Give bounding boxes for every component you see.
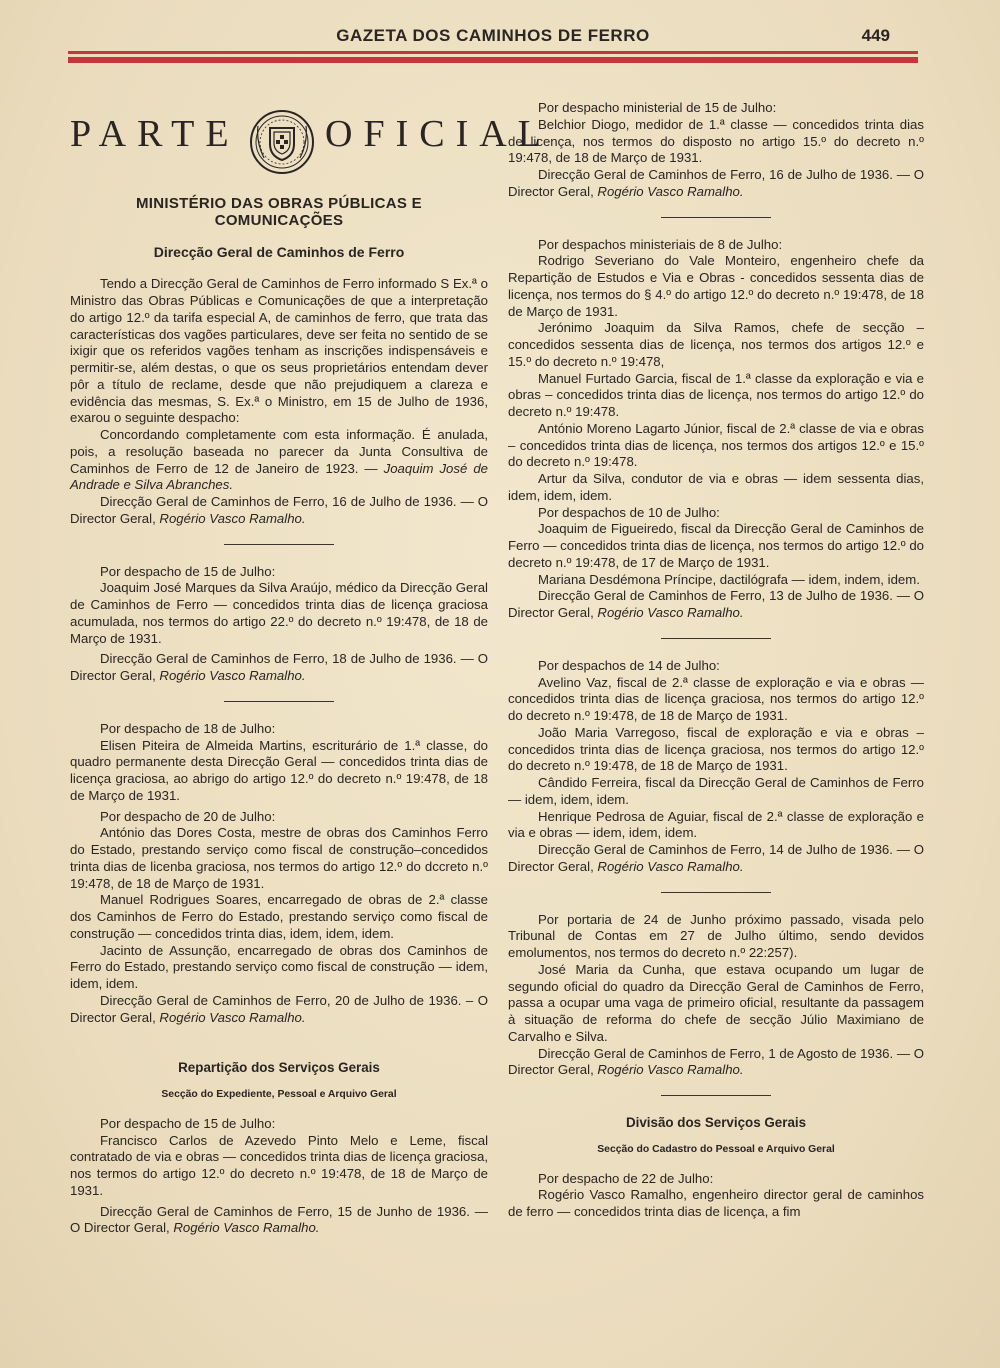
despacho-paragraph: Mariana Desdémona Príncipe, dactilógrafa — idem, indem, idem. xyxy=(538,571,920,587)
separator-rule xyxy=(661,1095,771,1096)
separator-rule xyxy=(661,217,771,218)
despacho-heading: Por despacho de 15 de Julho: xyxy=(100,1115,276,1131)
signature: Rogério Vasco Ramalho. xyxy=(159,1009,306,1025)
page-number: 449 xyxy=(861,26,890,45)
despacho-paragraph: Avelino Vaz, fiscal de 2.ª classe de exploração e via e obras — concedidos trinta dias de licença graciosa, nos termos do artigo 12.º do decreto n.º 19:478, de 18 de Março de 1931. xyxy=(508,674,924,723)
signature: Rogério Vasco Ramalho. xyxy=(597,183,744,199)
separator-rule xyxy=(661,638,771,639)
signature: Rogério Vasco Ramalho. xyxy=(597,605,744,620)
despacho-heading: Por despacho de 22 de Julho: xyxy=(538,1170,714,1186)
date-line: Direcção Geral de Caminhos de Ferro, 16 de Julho de 1936. — O Director Geral, Rogério Vasco Ramalho. xyxy=(508,167,924,199)
despacho-heading: Por despacho de 18 de Julho: xyxy=(100,720,276,736)
signature: Rogério Vasco Ramalho. xyxy=(597,1062,744,1078)
oficial-word: OFICIAL xyxy=(325,113,552,155)
direccao-heading: Direcção Geral de Caminhos de Ferro xyxy=(153,243,405,260)
journal-title: GAZETA DOS CAMINHOS DE FERRO xyxy=(336,26,650,45)
right-column xyxy=(508,100,924,1221)
running-head xyxy=(68,24,918,48)
header-rule-thick xyxy=(68,57,918,63)
divisao-heading: Divisão dos Serviços Gerais xyxy=(625,1115,807,1130)
signature: Rogério Vasco Ramalho. xyxy=(173,1220,320,1236)
date-line: Direcção Geral de Caminhos de Ferro, 13 de Julho de 1936. — O Director Geral, Rogério Vasco Ramalho. xyxy=(508,588,924,620)
intro-paragraph: Tendo a Direcção Geral de Caminhos de Ferro informado S Ex.ª o Ministro das Obras Públicas e Comunicações de que a interpretação do artigo 12.º da tarifa especial A, de caminhos de ferro, que trata das características dos vagões particulares, deve ser feita no sentido de se ixigir que os referidos vagões tenham as inscrições indispensáveis e permitir-se, além destas, o que os seus proprietários entendam dever pôr a título de reclame, desde que não prejudiquem a clareza e evidência das mesmas, S. Ex.ª o Ministro, em 15 de Julho de 1936, exarou o seguinte despacho: xyxy=(70,276,488,426)
date-line: Direcção Geral de Caminhos de Ferro, 20 de Julho de 1936. – O Director Geral, Rogério Vasco Ramalho. xyxy=(70,992,488,1025)
despacho-paragraph: Belchior Diogo, medidor de 1.ª classe — concedidos trinta dias de licença, nos termos do disposto no artigo 15.º do decreto n.º 19:478, de 18 de Março de 1931. xyxy=(508,116,924,166)
despacho-paragraph: Joaquim de Figueiredo, fiscal da Direcção Geral de Caminhos de Ferro — concedidos trinta dias de licença, nos termos do artigo 12.º do decreto n.º 19:478, de 17 de Março de 1931. xyxy=(508,521,924,570)
despacho-paragraph: João Maria Varregoso, fiscal de exploração e via e obras – concedidos trinta dias de licença graciosa, nos termos do artigo 12.º do decreto n.º 19:478, de 18 de Março de 1931. xyxy=(508,724,924,774)
date-line: Direcção Geral de Caminhos de Ferro, 15 de Junho de 1936. — O Director Geral, Rogério Vasco Ramalho. xyxy=(70,1203,488,1236)
despacho-paragraph: Rodrigo Severiano do Vale Monteiro, engenheiro chefe da Repartição de Estudos e Via e Obras - concedidos sessenta dias de licença, nos termos do § 4.º do artigo 12.º do decreto n.º 19:478, de 18 de Março de 1931. xyxy=(508,253,924,319)
signature: Joaquim José de Andrade e Silva Abranches. xyxy=(70,460,488,493)
signature: Rogério Vasco Ramalho. xyxy=(159,510,306,526)
seccao-subheading: Secção do Cadastro do Pessoal e Arquivo Geral xyxy=(597,1143,835,1155)
despacho-paragraph: Jerónimo Joaquim da Silva Ramos, chefe de secção – concedidos sessenta dias de licença, nos termos dos artigos 12.º e 15.º do decreto n.º 19:478, xyxy=(508,320,924,369)
ministry-heading: MINISTÉRIO DAS OBRAS PÚBLICAS E COMUNICAÇÕES xyxy=(136,195,422,229)
despacho-paragraph: Henrique Pedrosa de Aguiar, fiscal de 2.ª classe de exploração e via e obras — idem, idem, idem. xyxy=(508,808,924,841)
portuguese-coat-of-arms-icon xyxy=(248,108,316,176)
signature: Rogério Vasco Ramalho. xyxy=(159,668,306,683)
date-line: Direcção Geral de Caminhos de Ferro, 14 de Julho de 1936. — O Director Geral, Rogério Vasco Ramalho. xyxy=(508,842,924,874)
portaria-paragraph: Por portaria de 24 de Junho próximo passado, visada pelo Tribunal de Contas em 27 de Julho último, sendo devidos emolumentos, nos termos do decreto n.º 22:257). xyxy=(508,911,924,960)
despacho-paragraph: Manuel Furtado Garcia, fiscal de 1.ª classe da exploração e via e obras – concedidos trinta dias de licença, nos termos do artigo 12.º do decreto n.º 19:478. xyxy=(508,370,924,419)
despacho-heading: Por despacho ministerial de 15 de Julho: xyxy=(538,100,777,115)
separator-rule xyxy=(224,701,334,702)
left-column xyxy=(70,100,552,1237)
despacho-heading: Por despachos de 10 de Julho: xyxy=(538,504,720,520)
despacho-heading: Por despachos ministeriais de 8 de Julho: xyxy=(538,236,783,252)
seccao-subheading: Secção do Expediente, Pessoal e Arquivo Geral xyxy=(161,1089,397,1100)
header-rule-thin xyxy=(68,51,918,54)
separator-rule xyxy=(224,544,334,545)
parte-oficial-heading xyxy=(70,100,552,196)
signature: Rogério Vasco Ramalho. xyxy=(597,858,744,874)
reparticao-heading: Repartição dos Serviços Gerais xyxy=(178,1060,380,1076)
separator-rule xyxy=(661,892,771,893)
despacho-heading: Por despachos de 14 de Julho: xyxy=(538,657,720,673)
despacho-paragraph: Manuel Rodrigues Soares, encarregado de obras de 2.ª classe dos Caminhos de Ferro do Estado, prestando serviço como fiscal de construção — concedidos trinta dias, idem, idem, idem. xyxy=(70,892,488,941)
despacho-paragraph: Artur da Silva, condutor de via e obras — idem sessenta dias, idem, idem, idem. xyxy=(508,471,924,503)
despacho-paragraph: Francisco Carlos de Azevedo Pinto Melo e Leme, fiscal contratado de via e obras — concedidos trinta dias de licença graciosa, nos termos do artigo 12.º do decreto n.º 19:478, de 18 de Março de 1931. xyxy=(70,1132,488,1198)
despacho-paragraph: José Maria da Cunha, que estava ocupando um lugar de segundo oficial do quadro da Direcção Geral de Caminhos de Ferro, passa a ocupar uma vaga de primeiro oficial, resultante da passagem à situação de reforma do chefe de secção Júlio Maximiano de Carvalho e Silva. xyxy=(508,961,924,1044)
despacho-paragraph: Elisen Piteira de Almeida Martins, escriturário de 1.ª classe, do quadro permanente desta Direcção Geral — concedidos trinta dias de licença graciosa, ao abrigo do artigo 12.º do decreto n.º 19:478, de 18 de Março de 1931. xyxy=(70,737,488,803)
despacho-paragraph: Jacinto de Assunção, encarregado de obras dos Caminhos de Ferro do Estado, prestando serviço como fiscal de construção — idem, idem, idem. xyxy=(70,942,488,991)
despacho-paragraph: Cândido Ferreira, fiscal da Direcção Geral de Caminhos de Ferro — idem, idem, idem. xyxy=(508,775,924,807)
despacho-paragraph: Joaquim José Marques da Silva Araújo, médico da Direcção Geral de Caminhos de Ferro — concedidos trinta dias de licença graciosa acumulada, nos termos do artigo 22.º do decreto n.º 19:478, de 18 de Março de 1931. xyxy=(70,580,488,646)
despacho-paragraph: António Moreno Lagarto Júnior, fiscal de 2.ª classe de via e obras – concedidos trinta dias de licença, nos termos dos artigos 12.º e 15.º do decreto n.º 19:478. xyxy=(508,420,924,470)
despacho-heading: Por despacho de 20 de Julho: xyxy=(100,808,276,824)
date-line: Direcção Geral de Caminhos de Ferro, 1 de Agosto de 1936. — O Director Geral, Rogério Vasco Ramalho. xyxy=(508,1045,924,1078)
date-line: Direcção Geral de Caminhos de Ferro, 18 de Julho de 1936. — O Director Geral, Rogério Vasco Ramalho. xyxy=(70,651,488,683)
despacho-paragraph: António das Dores Costa, mestre de obras dos Caminhos Ferro do Estado, prestando serviço como fiscal de construção–concedidos trinta dias de licenba graciosa, nos termos do artigo 12.º do dccreto n.º 19:478, de 18 de Março de 1931. xyxy=(70,825,488,891)
despacho-heading: Por despacho de 15 de Julho: xyxy=(100,563,276,579)
intro-paragraph: Concordando completamente com esta informação. É anulada, pois, a resolução baseada no parecer da Junta Consultiva de Caminhos de Ferro de 12 de Janeiro de 1923. — Joaquim José de Andrade e Silva Abranches. xyxy=(70,427,488,493)
parte-word: PARTE xyxy=(70,113,240,155)
date-line: Direcção Geral de Caminhos de Ferro, 16 de Julho de 1936. — O Director Geral, Rogério Vasco Ramalho. xyxy=(70,494,488,526)
despacho-paragraph: Rogério Vasco Ramalho, engenheiro director geral de caminhos de ferro — concedidos trinta dias de licença, a fim xyxy=(508,1187,924,1219)
